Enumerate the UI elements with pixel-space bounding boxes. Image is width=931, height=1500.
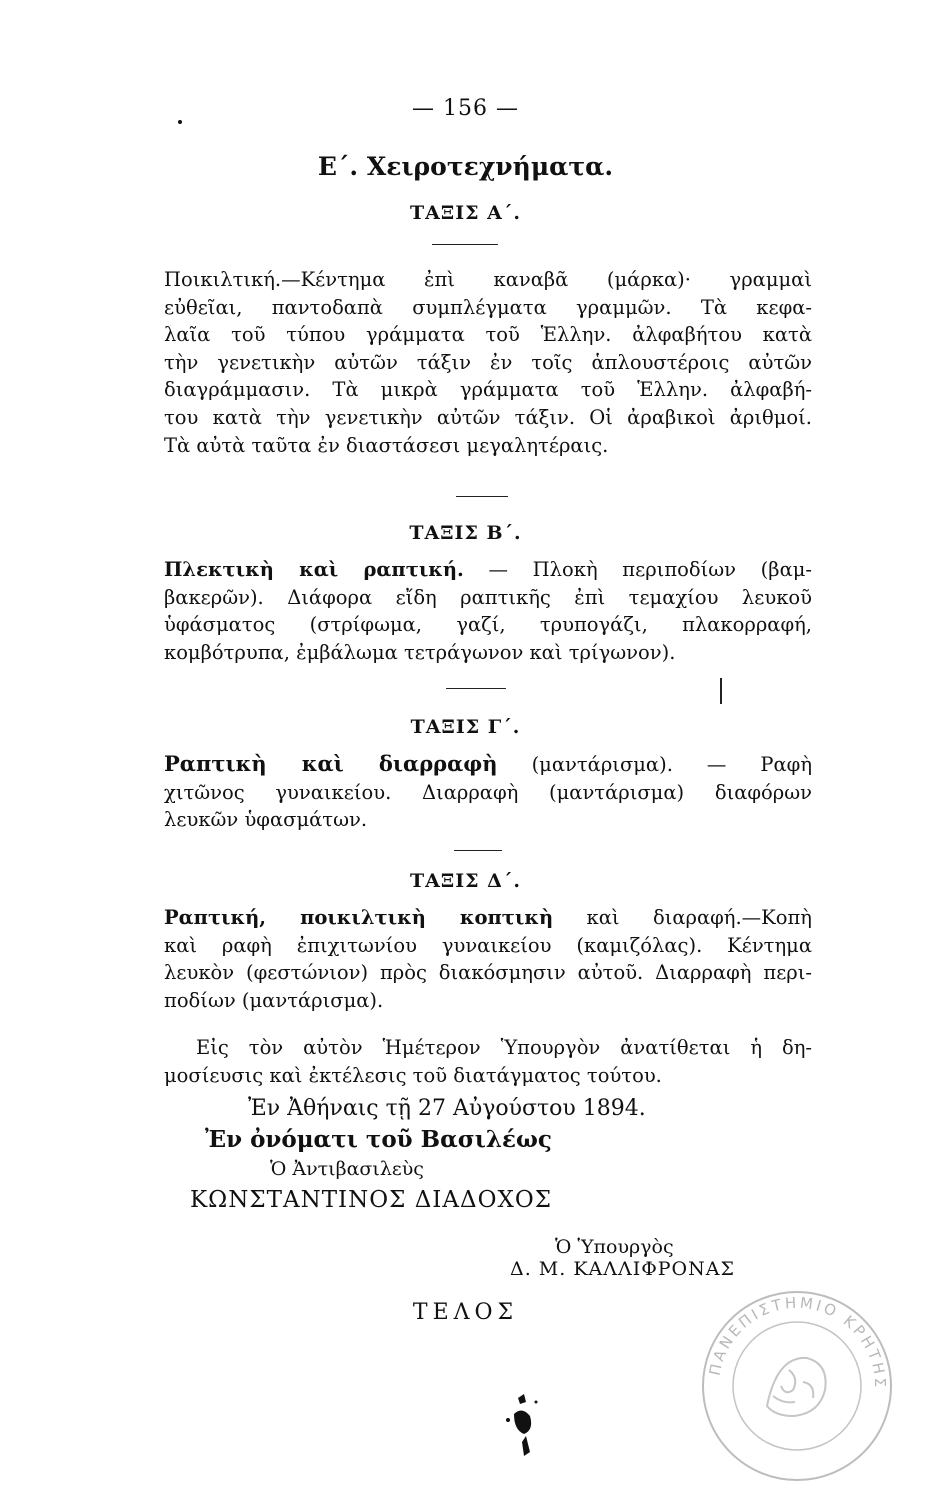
text-line: του κατὰ τὴν γενετικὴν αὐτῶν τάξιν. Οἱ ἀραβικοὶ ἀριθμοί. [164,405,812,429]
taxis-d-heading: ΤΑΞΙΣ Δ΄. [409,870,522,892]
divider-rule [456,496,508,497]
text-line: λευκὸν (φεστώνιον) πρὸς διακόσμησιν αὐτοῦ. Διαρραφὴ περι- [164,961,812,985]
text-line: βακερῶν). Διάφορα εἴδη ραπτικῆς ἐπὶ τεμαχίου λευκοῦ [164,585,812,609]
text-line: τὴν γενετικὴν αὐτῶν τάξιν ἐν τοῖς ἁπλουστέροις αὐτῶν [164,350,812,374]
text-line [164,556,812,584]
taxis-c-heading: ΤΑΞΙΣ Γ΄. [410,716,521,738]
lead-bold-text: Ραπτική, ποικιλτικὴ κοπτικὴ [164,906,554,929]
divider-rule [432,244,498,245]
text-line: λαῖα τοῦ τύπου γράμματα τοῦ Ἑλλην. ἀλφαβήτου κατὰ [164,323,812,347]
taxis-d-paragraph [164,904,812,1014]
taxis-b-paragraph [164,556,812,666]
divider-rule [446,688,506,689]
text-line: ποδίων (μαντάρισμα). [164,988,384,1012]
taxis-c-paragraph [164,750,812,834]
text-line [164,904,812,932]
minister-name: Δ. Μ. ΚΑΛΛΙΦΡΟΝΑΣ [510,1258,735,1280]
text-line: Ποικιλτική.—Κέντημα ἐπὶ καναβᾶ (μάρκα)· γραμμαὶ [164,268,812,291]
margin-mark [720,678,722,704]
closing-paragraph-end [164,1062,724,1090]
lead-bold-text: Ραπτικὴ καὶ διαρραφὴ [164,751,498,776]
end-word: ΤΕΛΟΣ [412,1300,519,1325]
royal-formula: Ἐν ὀνόματι τοῦ Βασιλέως [205,1126,552,1153]
text-line: Εἰς τὸν αὐτὸν Ἡμέτερον Ὑπουργὸν ἀνατίθεται ἡ δη- [196,1036,812,1059]
lead-continuation: καὶ διαραφή.—Κοπὴ [586,906,812,929]
lead-bold-text: Πλεκτικὴ καὶ ραπτική. [164,558,464,581]
text-line: κομβότρυπα, ἐμβάλωμα τετράγωνον καὶ τρίγωνον). [164,640,676,664]
text-line: λευκῶν ὑφασμάτων. [164,808,368,832]
text-line: διαγράμμασιν. Τὰ μικρὰ γράμματα τοῦ Ἑλλην. ἀλφαβή- [164,378,812,402]
taxis-a-paragraph [164,266,812,459]
closing-paragraph [196,1034,812,1062]
taxis-b-heading: ΤΑΞΙΣ Β΄. [409,522,522,544]
text-line: καὶ ραφὴ ἐπιχιτωνίου γυναικείου (καμιζόλας). Κέντημα [164,933,812,957]
text-line: ὑφάσματος (στρίφωμα, γαζί, τρυπογάζι, πλακορραφή, [164,613,812,637]
lead-continuation: (μαντάρισμα). — Ραφὴ [531,753,813,776]
page-number: — 156 — [412,96,519,121]
library-stamp [697,1286,897,1486]
ink-blot [500,1390,560,1470]
divider-rule [454,850,502,851]
date-line: Ἐν Ἀθήναις τῇ 27 Αὐγούστου 1894. [248,1096,646,1121]
viceroy-label: Ὁ Ἀντιβασιλεὺς [270,1158,424,1180]
text-line: μοσίευσις καὶ ἐκτέλεσις τοῦ διατάγματος τούτου. [164,1064,662,1087]
text-line: εὐθεῖαι, παντοδαπὰ συμπλέγματα γραμμῶν. Τὰ κεφα- [164,295,812,319]
text-line: χιτῶνος γυναικείου. Διαρραφὴ (μαντάρισμα) διαφόρων [164,780,812,804]
stamp-text: ΠΑΝΕΠΙΣΤΗΜΙΟ ΚΡΗΤΗΣ [705,1293,890,1391]
viceroy-name: ΚΩΝΣΤΑΝΤΙΝΟΣ ΔΙΑΔΟΧΟΣ [190,1187,552,1213]
lead-continuation: — Πλοκὴ περιποδίων (βαμ- [488,558,812,581]
text-line: Τὰ αὐτὰ ταῦτα ἐν διαστάσεσι μεγαλητέραις. [164,433,609,457]
section-title: Ε΄. Χειροτεχνήματα. [317,152,614,181]
taxis-a-heading: ΤΑΞΙΣ Α΄. [409,202,522,224]
minister-label: Ὁ Ὑπουργὸς [555,1236,674,1258]
text-line [164,750,812,779]
